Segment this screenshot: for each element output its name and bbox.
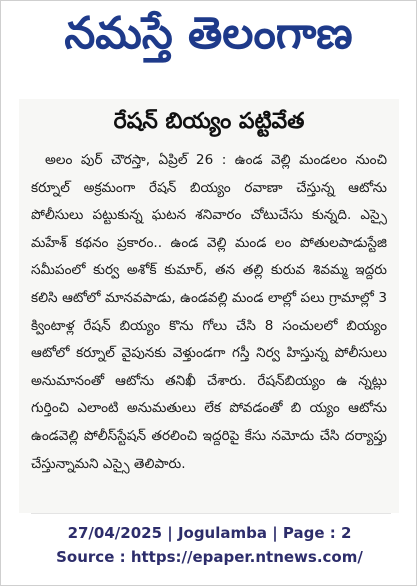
clipped-text-fragment bbox=[61, 87, 181, 95]
divider bbox=[31, 513, 391, 514]
article-body: అలం పుర్ చౌరస్తా, ఏప్రిల్ 26 : ఉండ వెల్లి మండలం నుంచి కర్నూల్ అక్రమంగా రేషన్ బియ్యం రవాణా చేస్తున్న ఆటోను పోలీసులు పట్టుకున్న ఘటన శనివారం చోటుచేసు కున్నది. ఎస్సై మహేశ్ కథనం ప్రకారం.. ఉండ వెల్లి మండ లం పోతులపాడుస్టేజి సమీపంలో కుర్వ అశోక్ కుమార్, తన తల్లి కురువ శివమ్మ ఇద్దరు కలిసి ఆటోలో మానవపాడు, ఉండవల్లి మండ లాల్లో పలు గ్రామాల్లో 3 క్వింటాళ్ల రేషన్ బియ్యం కొను గోలు చేసి 8 సంచులలో బియ్యం ఆటోలో కర్నూల్ వైపునకు వెళ్తుండగా గస్తీ నిర్వ హిస్తున్న పోలీసులు అనుమానంతో ఆటోను తనిఖీ చేశారు. రేషన్‌బియ్యం ఉ న్నట్లు గుర్తించి ఎలాంటి అనుమతులు లేక పోవడంతో బి య్యం ఆటోను ఉండవెల్లి పోలీస్‌స్టేషన్ తరలించి ఇద్దరిపై కేసు నమోదు చేసి దర్యాప్తు చేస్తున్నామని ఎస్సై తెలిపారు. bbox=[31, 152, 387, 472]
clipping-footer bbox=[1, 521, 417, 581]
article-headline: రేషన్ బియ్యం పట్టివేత bbox=[113, 109, 305, 134]
newspaper-logo: నమస్తే తెలంగాణ bbox=[64, 8, 353, 59]
newspaper-masthead bbox=[7, 7, 410, 71]
source-link[interactable]: Source : https://epaper.ntnews.com/ bbox=[56, 548, 363, 566]
edition-info: 27/04/2025 | Jogulamba | Page : 2 bbox=[67, 524, 352, 542]
news-article bbox=[19, 99, 399, 513]
